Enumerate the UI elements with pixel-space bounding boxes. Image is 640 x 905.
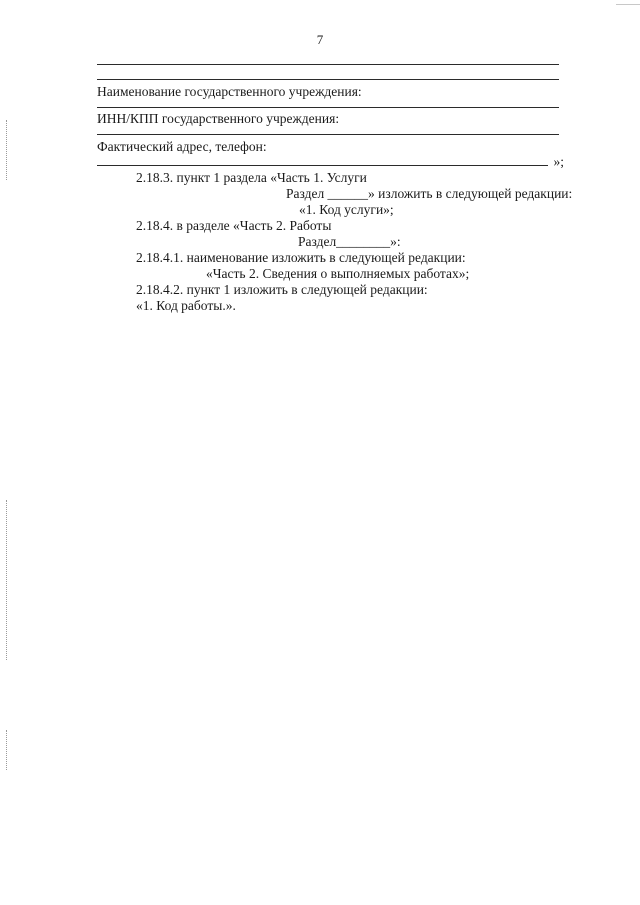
body-line: 2.18.4.2. пункт 1 изложить в следующей редакции: bbox=[136, 282, 428, 297]
body-line: «1. Код работы.». bbox=[136, 298, 236, 313]
body-line: 2.18.3. пункт 1 раздела «Часть 1. Услуги bbox=[136, 170, 367, 185]
scan-edge-marks bbox=[6, 120, 9, 180]
scan-edge-marks bbox=[6, 730, 9, 770]
body-line: Раздел________»: bbox=[298, 234, 401, 249]
body-line: 2.18.4.1. наименование изложить в следующей редакции: bbox=[136, 250, 466, 265]
institution-name-field bbox=[97, 107, 559, 108]
body-line: «Часть 2. Сведения о выполняемых работах»; bbox=[206, 266, 470, 281]
scan-corner-mark bbox=[616, 0, 640, 5]
address-fill-line bbox=[97, 165, 548, 166]
scan-edge-marks bbox=[6, 500, 9, 660]
address-label: Фактический адрес, телефон: bbox=[97, 139, 267, 154]
body-line: Раздел ______» изложить в следующей редакции: bbox=[286, 186, 573, 201]
inn-kpp-field bbox=[97, 134, 559, 135]
page-number: 7 bbox=[316, 32, 324, 47]
address-line-end: »; bbox=[553, 154, 564, 169]
body-line: «1. Код услуги»; bbox=[299, 202, 394, 217]
blank-line bbox=[97, 64, 559, 65]
body-line: 2.18.4. в разделе «Часть 2. Работы bbox=[136, 218, 332, 233]
blank-line bbox=[97, 79, 559, 80]
inn-kpp-label: ИНН/КПП государственного учреждения: bbox=[97, 111, 340, 126]
institution-name-label: Наименование государственного учреждения: bbox=[97, 84, 362, 99]
